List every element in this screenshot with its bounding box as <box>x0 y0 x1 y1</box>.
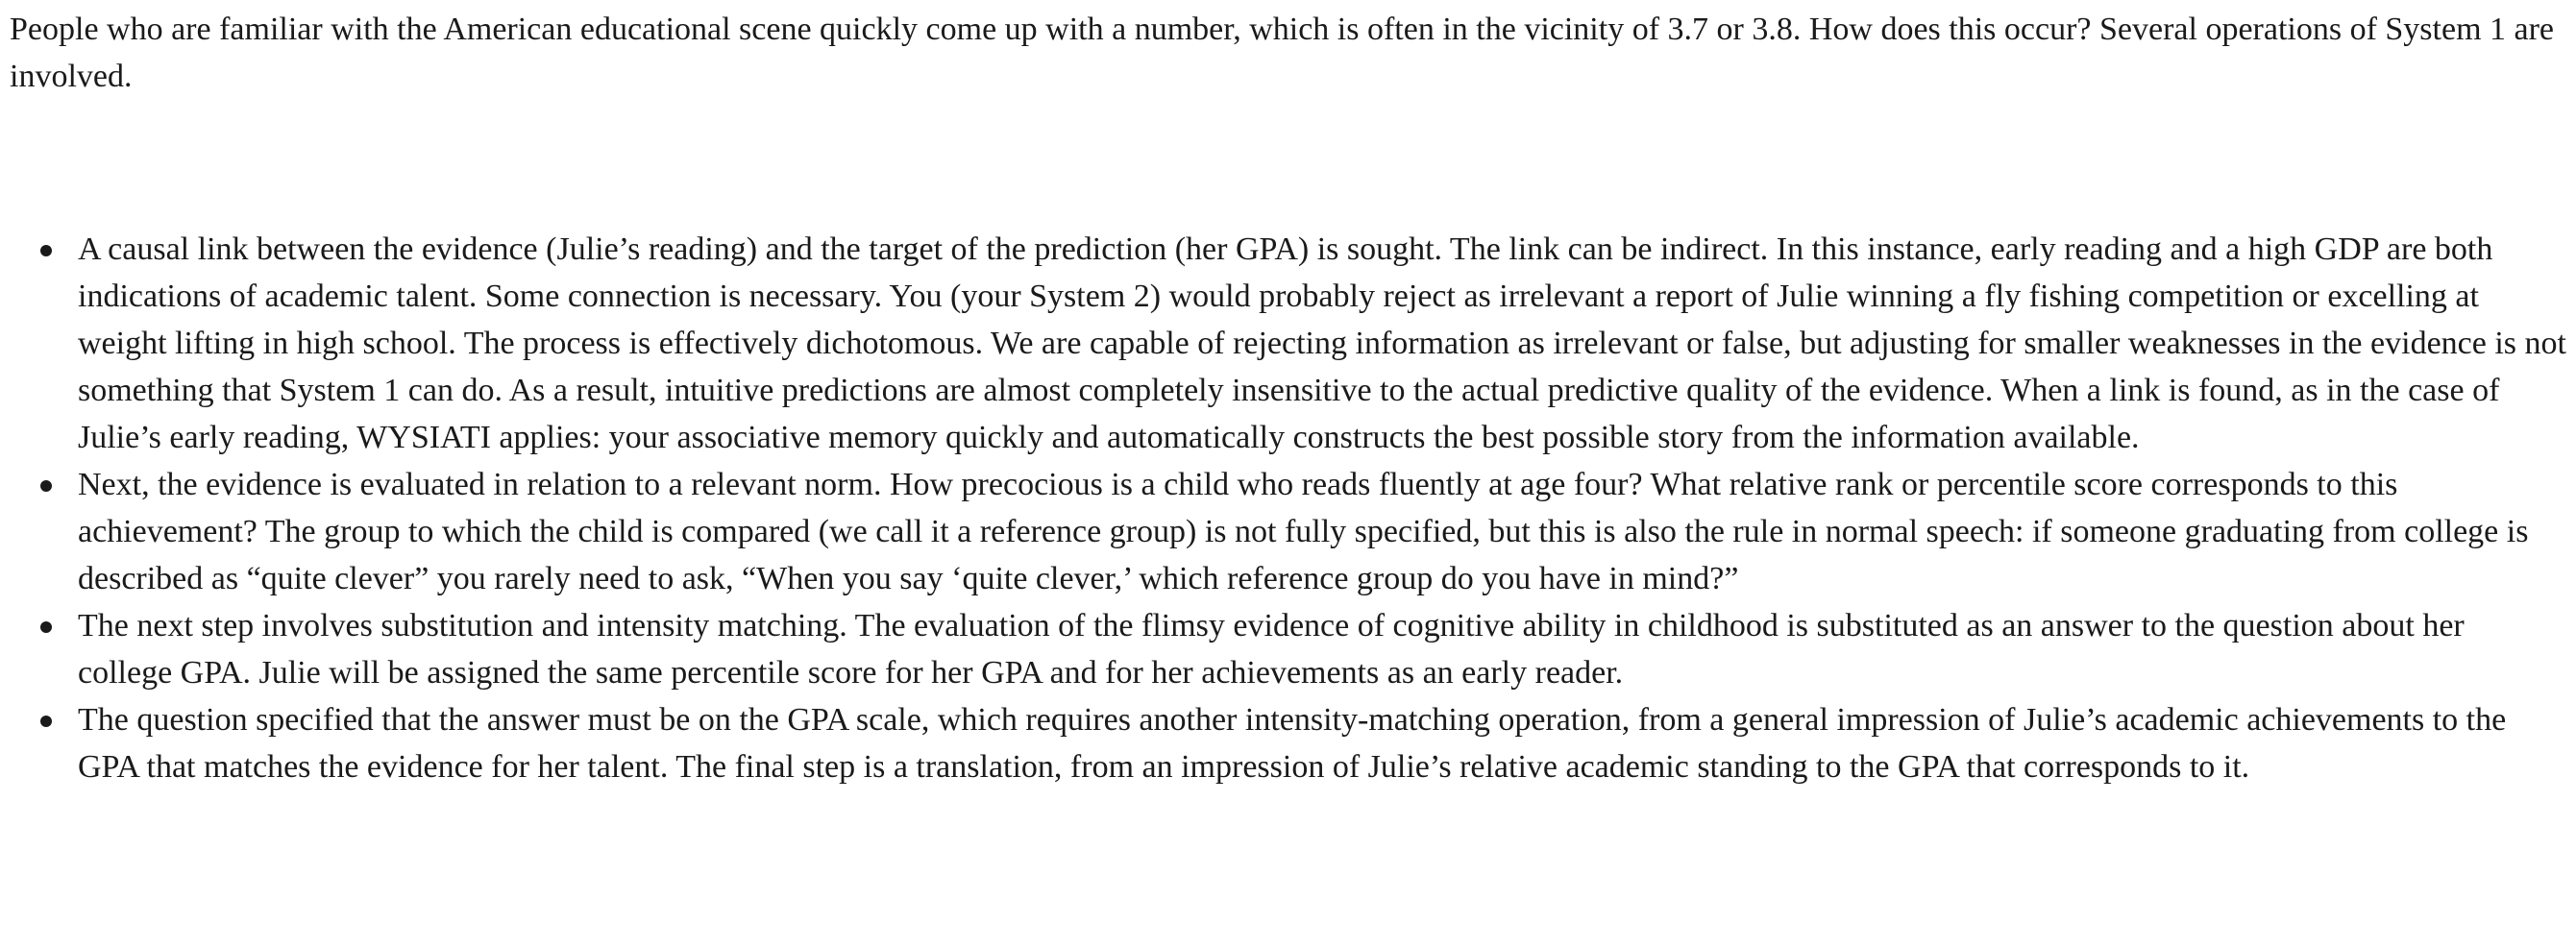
list-item <box>78 226 2566 461</box>
bullet-icon <box>40 480 52 492</box>
operations-list <box>10 226 2566 790</box>
list-item-text: Next, the evidence is evaluated in relation to a relevant norm. How precocious is a child who reads fluently at age four? What relative rank or percentile score corresponds to this achievement? The group to which the child is compared (we call it a reference group) is not fully specified, but this is also the rule in normal speech: if someone graduating from college is described as “quite clever” you rarely need to ask, “When you say ‘quite clever,’ which reference group do you have in mind?” <box>78 467 2529 596</box>
list-item-text: The question specified that the answer must be on the GPA scale, which requires another intensity-matching operation, from a general impression of Julie’s academic achievements to the GPA that matches the evidence for her talent. The final step is a translation, from an impression of Julie’s relative academic standing to the GPA that corresponds to it. <box>78 702 2507 785</box>
bullet-icon <box>40 716 52 727</box>
bullet-icon <box>40 621 52 633</box>
bullet-icon <box>40 245 52 256</box>
list-item <box>78 602 2566 696</box>
list-item <box>78 461 2566 602</box>
intro-paragraph: People who are familiar with the American educational scene quickly come up with a number, which is often in the vicinity of 3.7 or 3.8. How does this occur? Several operations of System 1 are involved. <box>10 12 2555 94</box>
list-item <box>78 696 2566 790</box>
list-item-text: A causal link between the evidence (Julie’s reading) and the target of the prediction (her GPA) is sought. The link can be indirect. In this instance, early reading and a high GDP are both indications of academic talent. Some connection is necessary. You (your System 2) would probably reject as irrelevant a report of Julie winning a fly fishing competition or excelling at weight lifting in high school. The process is effectively dichotomous. We are capable of rejecting information as irrelevant or false, but adjusting for smaller weaknesses in the evidence is not something that System 1 can do. As a result, intuitive predictions are almost completely insensitive to the actual predictive quality of the evidence. When a link is found, as in the case of Julie’s early reading, WYSIATI applies: your associative memory quickly and automatically constructs the best possible story from the information available. <box>78 231 2566 455</box>
list-item-text: The next step involves substitution and intensity matching. The evaluation of the flimsy evidence of cognitive ability in childhood is substituted as an answer to the question about her college GPA. Julie will be assigned the same percentile score for her GPA and for her achievements as an early reader. <box>78 608 2465 691</box>
